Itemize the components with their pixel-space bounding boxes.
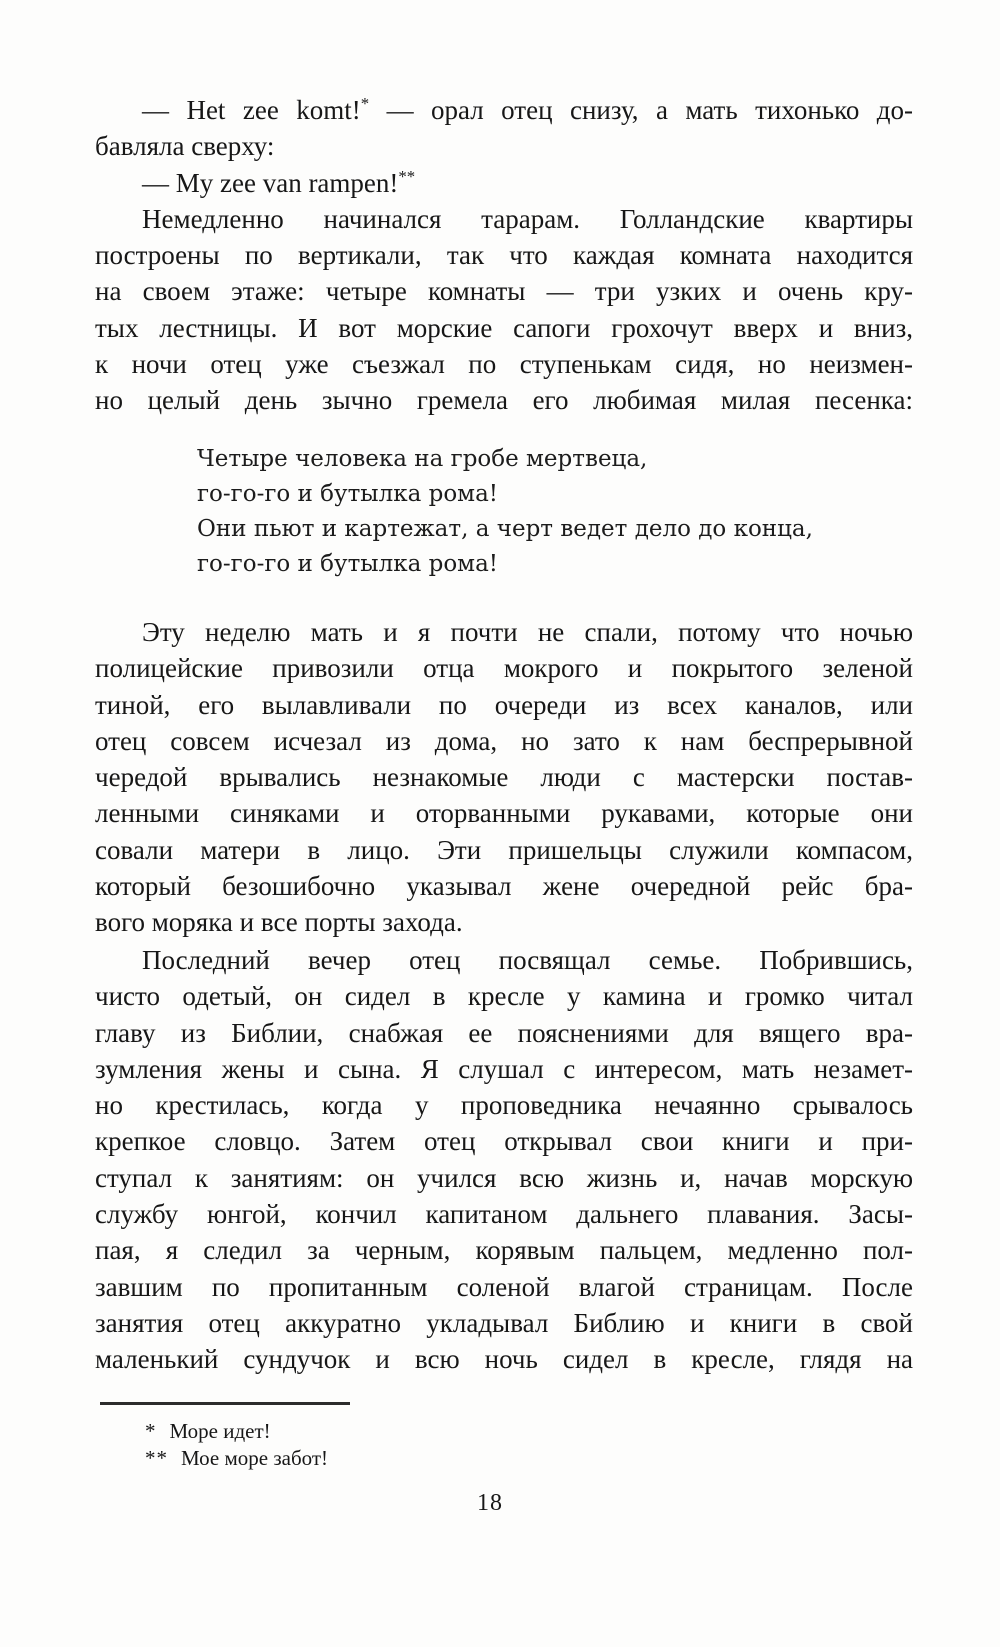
- text-line: бавляла сверху:: [95, 131, 275, 162]
- footnote-text: Море идет!: [169, 1419, 271, 1443]
- text-line: [95, 92, 913, 128]
- text-line: совали матери в лицо. Эти пришельцы служили компасом,: [95, 834, 913, 865]
- text-line: тых лестницы. И вот морские сапоги грохочут вверх и вниз,: [95, 312, 913, 343]
- verse-line: го-го-го и бутылка рома!: [197, 551, 499, 577]
- text-line: ступал к занятиям: он учился всю жизнь и, начав морскую: [95, 1162, 913, 1193]
- text-line: зумления жены и сына. Я слушал с интересом, мать незамет-: [95, 1053, 913, 1084]
- text-line: главу из Библии, снабжая ее пояснениями для вящего вра-: [95, 1017, 913, 1048]
- dialogue-text: — орал отец снизу, а мать тихонько до-: [369, 95, 914, 125]
- dialogue-text: — Het zee komt!: [142, 95, 361, 125]
- text-line: Эту неделю мать и я почти не спали, потому что ночью: [142, 617, 913, 647]
- text-line: завшим по пропитанным соленой влагой страницам. После: [95, 1271, 913, 1302]
- text-line: построены по вертикали, так что каждая комната находится: [95, 240, 913, 271]
- text-line: чередой врывались незнакомые люди с мастерски постав-: [95, 762, 913, 793]
- text-line: чисто одетый, он сидел в кресле у камина и громко читал: [95, 981, 913, 1012]
- page-number: 18: [477, 1490, 503, 1516]
- paragraph-police-week: [95, 614, 913, 941]
- text-line: полицейские привозили отца мокрого и покрытого зеленой: [95, 653, 913, 684]
- footnote-marker: *: [145, 1419, 157, 1443]
- text-line: службу юнгой, кончил капитаном дальнего плавания. Засы-: [95, 1199, 913, 1230]
- text-line: ленными синяками и оторванными рукавами, которые они: [95, 798, 913, 829]
- paragraph-last-evening: [95, 942, 913, 1378]
- verse-line: го-го-го и бутылка рома!: [197, 481, 499, 507]
- text-line: пая, я следил за черным, корявым пальцем, медленно пол-: [95, 1235, 913, 1266]
- text-line: но крестилась, когда у проповедника нечаянно срывалось: [95, 1090, 913, 1121]
- dialogue-text: — My zee van rampen!: [142, 167, 399, 198]
- text-line: маленький сундучок и всю ночь сидел в кресле, глядя на: [95, 1344, 913, 1375]
- footnote-marker: **: [145, 1446, 168, 1470]
- verse-line: Они пьют и картежат, а черт ведет дело до конца,: [197, 516, 813, 542]
- text-line: Последний вечер отец посвящал семье. Побрившись,: [142, 945, 913, 975]
- text-line: к ночи отец уже съезжал по ступенькам сидя, но неизмен-: [95, 349, 913, 380]
- text-line: тиной, его вылавливали по очереди из всех каналов, или: [95, 689, 913, 720]
- text-line: крепкое словцо. Затем отец открывал свои книги и при-: [95, 1126, 913, 1157]
- text-line: отец совсем исчезал из дома, но зато к нам беспрерывной: [95, 725, 913, 756]
- paragraph-dialogue-and-intro: [95, 92, 913, 419]
- verse-line: Четыре человека на гробе мертвеца,: [197, 446, 648, 472]
- text-line: который безошибочно указывал жене очередной рейс бра-: [95, 871, 913, 902]
- text-line: занятия отец аккуратно укладывал Библию и книги в свой: [95, 1307, 913, 1338]
- footnote-text: Мое море забот!: [181, 1446, 329, 1470]
- footnote-marker-ref: **: [398, 166, 416, 186]
- text-line: вого моряка и все порты захода.: [95, 907, 463, 938]
- footnote: [145, 1418, 645, 1444]
- text-line: Немедленно начинался тарарам. Голландские квартиры: [142, 203, 913, 234]
- text-line: [95, 165, 913, 201]
- footnote-rule: [100, 1402, 350, 1405]
- footnote-marker-ref: *: [360, 94, 370, 113]
- footnote: [145, 1445, 645, 1471]
- verse-block: [197, 442, 917, 582]
- text-line: но целый день зычно гремела его любимая милая песенка:: [95, 385, 913, 416]
- text-line: на своем этаже: четыре комнаты — три узких и очень кру-: [95, 276, 913, 307]
